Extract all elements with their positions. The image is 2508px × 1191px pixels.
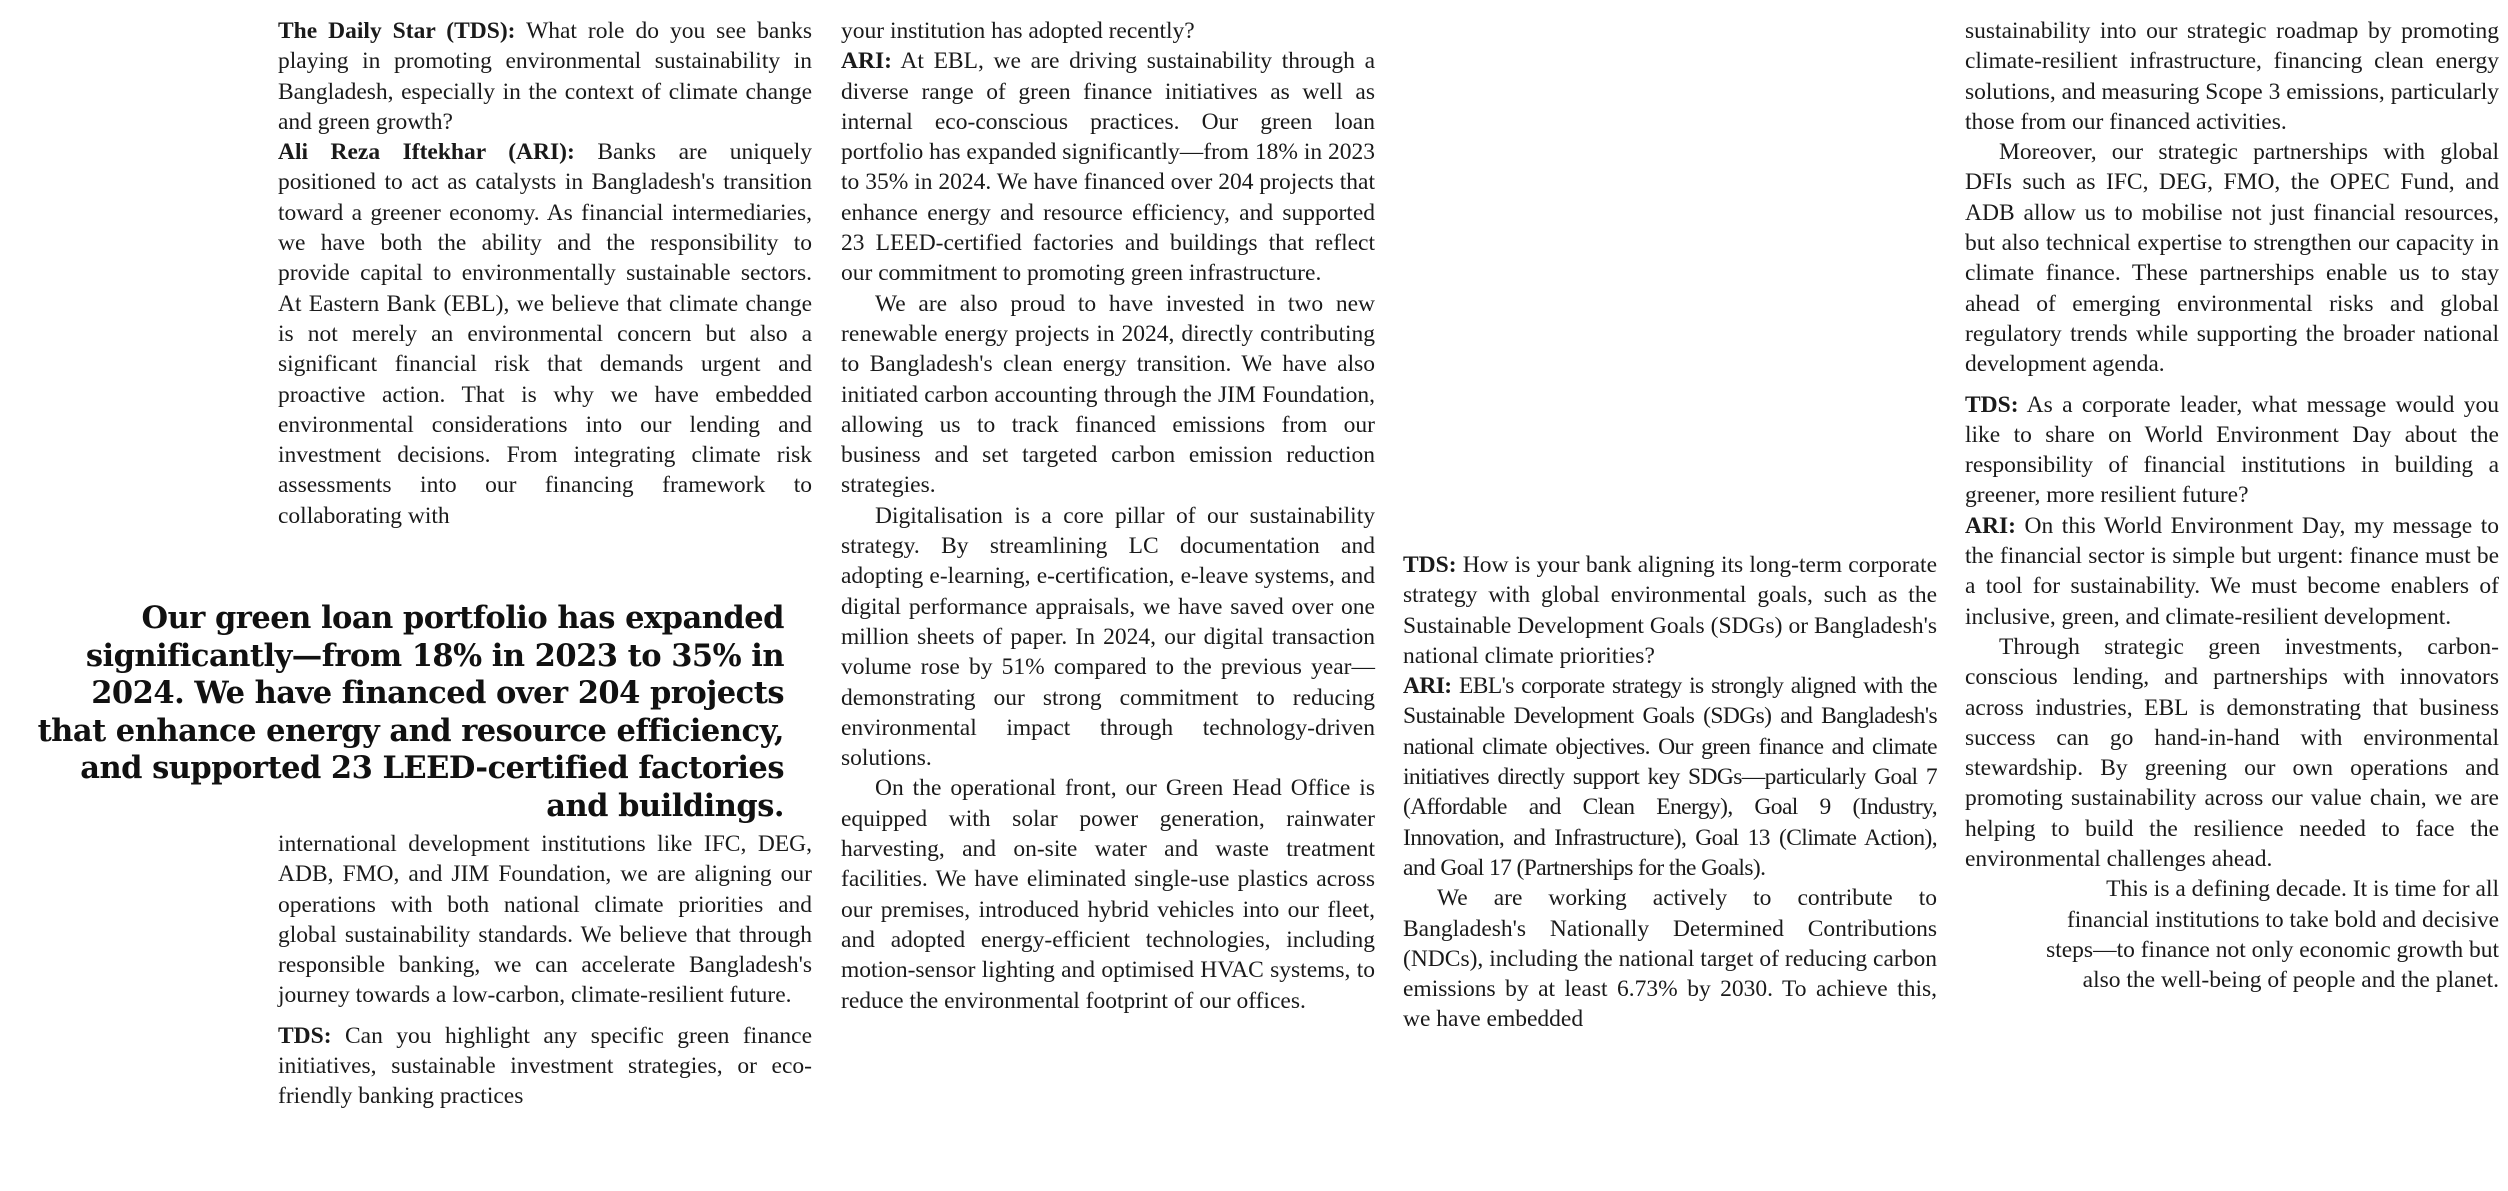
question-1-text: What role do you see banks playing in promoting environmental sustainability in Bangladesh, especially in the context of climate change and green growth?: [278, 18, 812, 135]
column-1-bottom: [278, 829, 812, 1112]
closing-statement: This is a defining decade. It is time for all financial institutions to take bold and decisive steps—to finance not only economic growth but also the well-being of people and the planet.: [2046, 876, 2499, 994]
answer-2-paragraph-4: On the operational front, our Green Head Office is equipped with solar power generation, rainwater harvesting, and on-site water and waste treatment facilities. We have eliminated single-use plastics across our premises, introduced hybrid vehicles into our fleet, and adopted energy-efficient technologies, including motion-sensor lighting and optimised HVAC systems, to reduce the environmental footprint of our offices.: [841, 775, 1375, 1014]
question-1-speaker: The Daily Star (TDS):: [278, 18, 516, 44]
question-4-text: As a corporate leader, what message would you like to share on World Environment Day about the responsibility of financial institutions in building a greener, more resilient future?: [1965, 391, 2499, 509]
answer-4: [1965, 511, 2499, 632]
column-2: [841, 16, 1375, 1016]
column-3: [1403, 550, 1937, 1035]
answer-1: [278, 137, 812, 531]
answer-2: [841, 46, 1375, 288]
question-4: [1965, 390, 2499, 511]
answer-2-speaker: ARI:: [841, 48, 892, 75]
answer-4-paragraph-1: On this World Environment Day, my message to the financial sector is simple but urgent: finance must be a tool for sustainability. We must become enablers of inclusive, green, and climate-resilient development.: [1965, 512, 2499, 630]
question-2-continued: your institution has adopted recently?: [841, 18, 1195, 44]
column-4: [1965, 16, 2499, 996]
answer-3-speaker: ARI:: [1403, 673, 1452, 700]
question-2: [278, 1021, 812, 1112]
answer-4-speaker: ARI:: [1965, 512, 2016, 539]
answer-2-paragraph-1: At EBL, we are driving sustainability through a diverse range of green finance initiatives as well as internal eco-conscious practices. Our green loan portfolio has expanded significantly—from 18% in 2023 to 35% in 2024. We have financed over 204 projects that enhance energy and resource efficiency, and supported 23 LEED-certified factories and buildings that reflect our commitment to promoting green infrastructure.: [841, 48, 1375, 287]
answer-1-text: Banks are uniquely positioned to act as catalysts in Bangladesh's transition toward a greener economy. As financial intermediaries, we have both the ability and the responsibility to provide capital to environmentally sustainable sectors. At Eastern Bank (EBL), we believe that climate change is not merely an environmental concern but also a significant financial risk that demands urgent and proactive action. That is why we have embedded environmental considerations into our lending and investment decisions. From integrating climate risk assessments into our financing framework to collaborating with: [278, 139, 812, 529]
question-2-text: Can you highlight any specific green finance initiatives, sustainable investment strategies, or eco-friendly banking practices: [278, 1022, 812, 1110]
answer-3: [1403, 671, 1937, 883]
question-3-text: How is your bank aligning its long-term corporate strategy with global environmental goals, such as the Sustainable Development Goals (SDGs) or Bangladesh's national climate priorities?: [1403, 552, 1938, 669]
answer-3-continued: sustainability into our strategic roadmap by promoting climate-resilient infrastructure, financing clean energy solutions, and measuring Scope 3 emissions, particularly those from our financed activities.: [1965, 18, 2499, 135]
question-3: [1403, 550, 1937, 671]
question-2-speaker: TDS:: [278, 1022, 332, 1049]
question-3-speaker: TDS:: [1403, 552, 1457, 578]
answer-2-paragraph-2: We are also proud to have invested in two new renewable energy projects in 2024, directly contributing to Bangladesh's clean energy transition. We have also initiated carbon accounting through the JIM Foundation, allowing us to track financed emissions from our business and set targeted carbon emission reduction strategies.: [841, 290, 1375, 499]
question-1: [278, 16, 812, 137]
pull-quote: Our green loan portfolio has expanded significantly—from 18% in 2023 to 35% in 2024. We have financed over 204 projects that enhance energy and resource efficiency, and supported 23 LEED-certified factories and buildings.: [37, 600, 784, 824]
answer-4-paragraph-2: Through strategic green investments, carbon-conscious lending, and partnerships with innovators across industries, EBL is demonstrating that business success can go hand-in-hand with environmental stewardship. By greening our own operations and promoting sustainability across our value chain, we are helping to build the resilience needed to face the environmental challenges ahead.: [1965, 633, 2499, 873]
answer-1-speaker: Ali Reza Iftekhar (ARI):: [278, 139, 575, 166]
answer-3-paragraph-3: Moreover, our strategic partnerships with global DFIs such as IFC, DEG, FMO, the OPEC Fund, and ADB allow us to mobilise not just financial resources, but also technical expertise to strengthen our capacity in climate finance. These partnerships enable us to stay ahead of emerging environmental risks and global regulatory trends while supporting the broader national development agenda.: [1965, 139, 2499, 378]
question-4-speaker: TDS:: [1965, 391, 2019, 418]
column-1-top: [278, 16, 812, 531]
answer-3-paragraph-1: EBL's corporate strategy is strongly aligned with the Sustainable Development Goals (SDGs) and Bangladesh's national climate objectives. Our green finance and climate initiatives directly support key SDGs—particularly Goal 7 (Affordable and Clean Energy), Goal 9 (Industry, Innovation, and Infrastructure), Goal 13 (Climate Action), and Goal 17 (Partnerships for the Goals).: [1403, 673, 1937, 881]
answer-2-paragraph-3: Digitalisation is a core pillar of our sustainability strategy. By streamlining LC documentation and adopting e-learning, e-certification, e-leave systems, and digital performance appraisals, we have saved over one million sheets of paper. In 2024, our digital transaction volume rose by 51% compared to the previous year—demonstrating our strong commitment to reducing environmental impact through technology-driven solutions.: [841, 502, 1375, 772]
answer-1-continued: international development institutions like IFC, DEG, ADB, FMO, and JIM Foundation, we are aligning our operations with both national climate priorities and global sustainability standards. We believe that through responsible banking, we can accelerate Bangladesh's journey towards a low-carbon, climate-resilient future.: [278, 831, 812, 1009]
answer-3-paragraph-2: We are working actively to contribute to Bangladesh's Nationally Determined Contributions (NDCs), including the national target of reducing carbon emissions by at least 6.73% by 2030. To achieve this, we have embedded: [1403, 885, 1937, 1033]
